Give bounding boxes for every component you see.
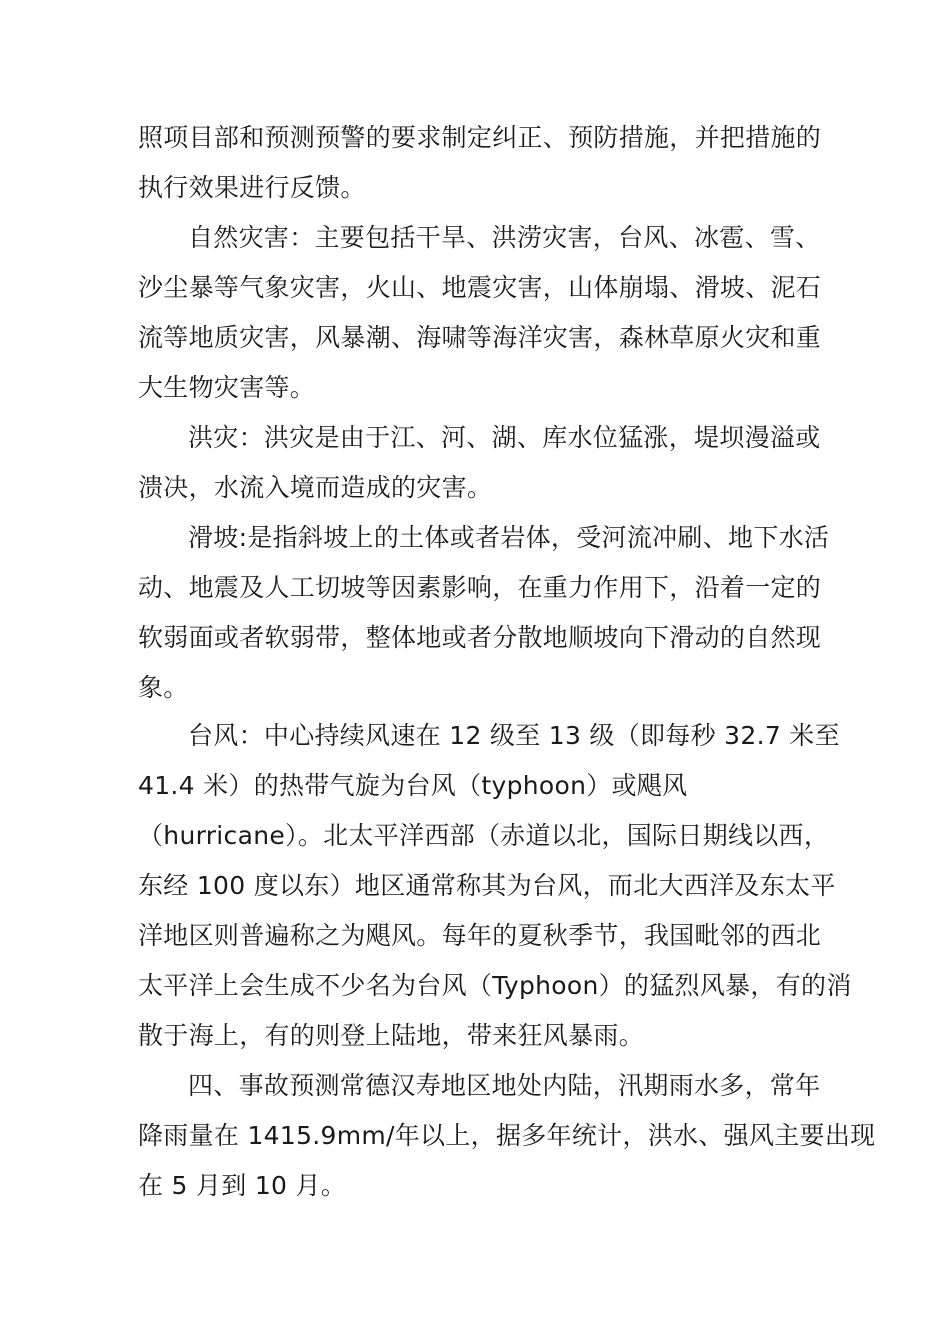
text-line: 流等地质灾害，风暴潮、海啸等海洋灾害，森林草原火灾和重 — [138, 323, 822, 352]
text-line: 照项目部和预测预警的要求制定纠正、预防措施，并把措施的 — [138, 123, 822, 152]
text-line: 沙尘暴等气象灾害，火山、地震灾害，山体崩塌、滑坡、泥石 — [138, 273, 822, 302]
paragraph-start-flood: 洪灾：洪灾是由于江、河、湖、库水位猛涨，堤坝漫溢或 — [188, 423, 821, 452]
paragraph-start-landslide: 滑坡:是指斜坡上的土体或者岩体，受河流冲刷、地下水活 — [188, 523, 830, 552]
paragraph-start-typhoon: 台风：中心持续风速在 12 级至 13 级（即每秒 32.7 米至 — [188, 721, 840, 750]
paragraph-start-accident-forecast: 四、事故预测常德汉寿地区地处内陆，汛期雨水多，常年 — [188, 1071, 821, 1100]
text-line: （hurricane）。北太平洋西部（赤道以北，国际日期线以西， — [138, 821, 830, 850]
text-line: 动、地震及人工切坡等因素影响，在重力作用下，沿着一定的 — [138, 573, 822, 602]
text-line: 太平洋上会生成不少名为台风（Typhoon）的猛烈风暴，有的消 — [138, 971, 852, 1000]
text-line: 象。 — [138, 673, 189, 702]
text-line: 在 5 月到 10 月。 — [138, 1171, 347, 1200]
text-line: 溃决，水流入境而造成的灾害。 — [138, 473, 493, 502]
text-line: 41.4 米）的热带气旋为台风（typhoon）或飓风 — [138, 771, 688, 800]
text-line: 降雨量在 1415.9mm/年以上，据多年统计，洪水、强风主要出现 — [138, 1121, 876, 1150]
text-line: 大生物灾害等。 — [138, 373, 316, 402]
text-line: 软弱面或者软弱带，整体地或者分散地顺坡向下滑动的自然现 — [138, 623, 822, 652]
text-line: 散于海上，有的则登上陆地，带来狂风暴雨。 — [138, 1021, 645, 1050]
paragraph-start-natural-disasters: 自然灾害：主要包括干旱、洪涝灾害，台风、冰雹、雪、 — [188, 223, 821, 252]
text-line: 东经 100 度以东）地区通常称其为台风，而北大西洋及东太平 — [138, 871, 836, 900]
text-line: 执行效果进行反馈。 — [138, 173, 366, 202]
text-line: 洋地区则普遍称之为飓风。每年的夏秋季节，我国毗邻的西北 — [138, 921, 822, 950]
